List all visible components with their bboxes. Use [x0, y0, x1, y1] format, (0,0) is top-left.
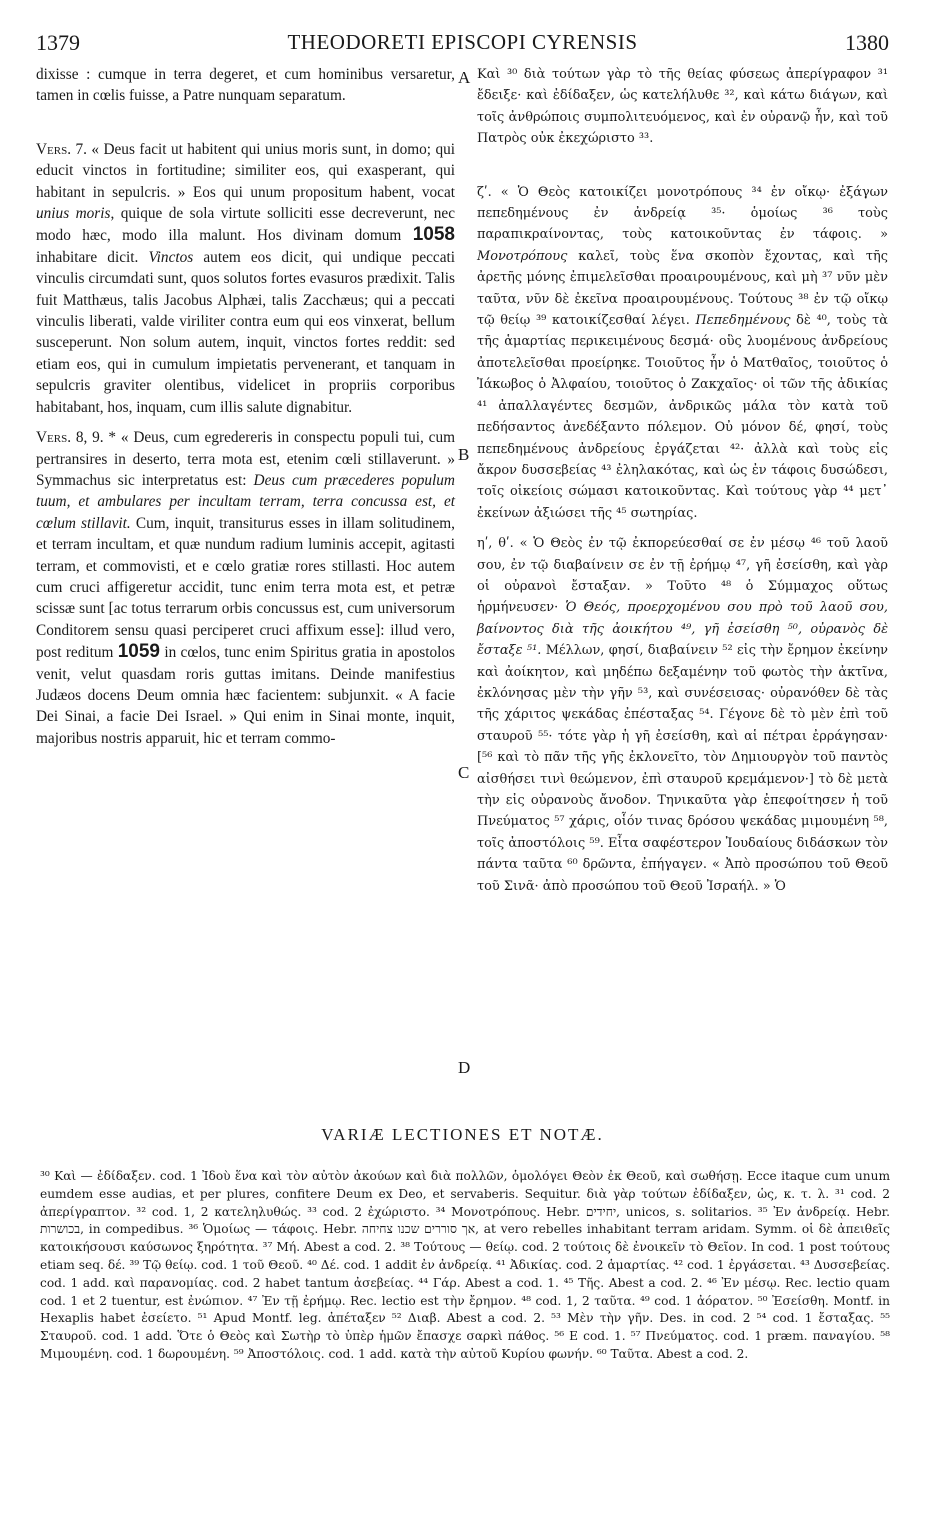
- column-number: 1059: [117, 641, 161, 663]
- section-marker-b: B: [458, 445, 470, 464]
- column-number: 1058: [412, 224, 456, 246]
- page-header: [36, 30, 889, 64]
- latin-paragraph: dixisse : cumque in terra degeret, et cum hominibus versaretur, tamen in cœlis fuisse, a Patre nunquam separatum.: [36, 66, 455, 105]
- latin-paragraph: Vers. 7. « Deus facit ut habitent qui unius moris sunt, in domo; qui educit vinctos in fortitudine; similiter eos, qui exasperant, qui habitant in sepulcris. » Eos qui unum propositum habent, vocat unius moris, quique de sola virtute solliciti esse decreverunt, nec modo hæc, modo illa malunt. Hos divinam domum 1058 inhabitare dicit. Vinctos autem eos dicit, qui undique peccati vinculis circumdati sunt, quos solutos fortes evasuros prædixit. Talis fuit Matthæus, talis Jacobus Alphæi, talis Zacchæus; qui a peccati vinculis liberati, valde viriliter contra eum qui eos vinxerat, bellum susceperunt. Non solum autem, inquit, vinctos fortes reddit: sed etiam eos, qui in cumulum impietatis pervenerant, et tanquam in sepulcris graviter olentibus, videlicet in propriis corporibus habitabant, hos, inquam, cum illis salute dignabitur.: [36, 140, 456, 416]
- verse-label: Vers. 7.: [36, 140, 87, 158]
- section-marker-a: A: [458, 68, 471, 87]
- critical-notes: ³⁰ Καὶ — ἐδίδαξεν. cod. 1 Ἰδοὺ ἕνα καὶ τὸν αὐτὸν ἀκούων καὶ διὰ πολλῶν, ὁμολόγει Θεὸν ἐκ Θεοῦ, καὶ σωθήσῃ. Ecce itaque cum unum eumdem esse audias, et per plures, confitere Deum ex Deo, et servaberis. Sequitur. διὰ γὰρ τούτων ἐδίδαξεν, ὡς, κ. τ. λ. ³¹ cod. 2 ἀπερίγραπτον. ³² cod. 1, 2 κατεληλυθώς. ³³ cod. 2 ἐχώριστο. ³⁴ Μονοτρόπους. Hebr. יחידים, unicos, s. solitarios. ³⁵ Ἐν ἀνδρείᾳ. Hebr. בכושרות, in compedibus. ³⁶ Ὁμοίως — τάφοις. Hebr. אך סוררים שכנו צחיחה, at vero rebelles inhabitant terram aridam. Symm. οἱ δὲ ἀπειθεῖς κατοικήσουσι καύσωνος ξηρότητα. ³⁷ Μή. Abest a cod. 2. ³⁸ Τούτους — θείῳ. cod. 2 τούτοις δὲ ἐνοικεῖν τὸ Θεῖον. In cod. 1 post τούτους etiam seq. δέ. ³⁹ Τῷ θείῳ. cod. 1 τοῦ Θεοῦ. ⁴⁰ Δέ. cod. 1 addit ἐν ἀνδρείᾳ. ⁴¹ Ἀδικίας. cod. 2 ἁμαρτίας. ⁴² cod. 1 ἐργάσεται. ⁴³ Δυσσεβείας. cod. 1 add. καὶ παρανομίας. cod. 2 habet tantum ἀσεβείας. ⁴⁴ Γάρ. Abest a cod. 1. ⁴⁵ Τῆς. Abest a cod. 2. ⁴⁶ Ἐν μέσῳ. Rec. lectio quam cod. 1 et 2 tuentur, est ἐνώπιον. ⁴⁷ Ἐν τῇ ἐρήμῳ. Rec. lectio est τὴν ἔρημον. ⁴⁸ cod. 1, 2 ταῦτα. ⁴⁹ cod. 1 ἀόρατον. ⁵⁰ Ἐσείσθη. Montf. in Hexaplis habet ἐσείετο. ⁵¹ Apud Montf. leg. ἀπέταξεν ⁵² Διαβ. Abest a cod. 2. ⁵³ Μὲν τὴν γῆν. Des. in cod. 2 ⁵⁴ cod. 1 ἔσταξας. ⁵⁵ Σταυροῦ. cod. 1 add. Ὅτε ὁ Θεὸς καὶ Σωτὴρ τὸ ὑπὲρ ἡμῶν ἔπασχε σαρκὶ πάθος. ⁵⁶ E cod. 1. ⁵⁷ Πνεύματος. cod. 1 præm. παναγίου. ⁵⁸ Μιμουμένη. cod. 1 δωρουμένη. ⁵⁹ Ἀποστόλοις. cod. 1 add. κατὰ τὴν αὐτοῦ Κυρίου φωνήν. ⁶⁰ Ταῦτα. Abest a cod. 2.: [40, 1169, 890, 1361]
- greek-paragraph: Καὶ ³⁰ διὰ τούτων γὰρ τὸ τῆς θείας φύσεως ἀπερίγραφον ³¹ ἔδειξε· καὶ ἐδίδαξεν, ὡς κατελήλυθε ³², καὶ κάτω διάγων, καὶ τοῖς ἀνθρώποις συμπολιτευόμενος, καὶ ἐν οὐρανῷ ἦν, καὶ τοῦ Πατρὸς οὐκ ἐκεχώριστο ³³.: [477, 67, 888, 147]
- greek-paragraph: ηʹ, θʹ. « Ὁ Θεὸς ἐν τῷ ἐκπορεύεσθαί σε ἐν μέσῳ ⁴⁶ τοῦ λαοῦ σου, ἐν τῷ διαβαίνειν σε ἐν τῇ ἐρήμῳ ⁴⁷, γῆ ἐσείσθη, καὶ γὰρ οἱ οὐρανοὶ ἔσταξαν. » Τοῦτο ⁴⁸ ὁ Σύμμαχος οὕτως ἡρμήνευσεν· Ὁ Θεός, προερχομένου σου πρὸ τοῦ λαοῦ σου, βαίνοντος διὰ τῆς ἀοικήτου ⁴⁹, γῆ ἐσείσθη ⁵⁰, οὐρανὸς δὲ ἔσταξε ⁵¹. Μέλλων, φησί, διαβαίνειν ⁵² εἰς τὴν ἔρημον ἐκείνην καὶ ἀοίκητον, καὶ μηδέπω δεξαμένην τοῦ φωτὸς τὴν ἀκτῖνα, ἐκλόνησας μὲν τὴν γῆν ⁵³, καὶ συνέσεισας· οὐρανόθεν δὲ τὰς τῆς χάριτος ψεκάδας ἐπέσταξας ⁵⁴. Γέγονε δὲ τὸ μὲν ἐπὶ τοῦ σταυροῦ ⁵⁵· τότε γὰρ ἡ γῆ ἐσείσθη, καὶ αἱ πέτραι ἐρράγησαν· [⁵⁶ καὶ τὸ πᾶν τῆς γῆς ἐκλονεῖτο, τὸν Δημιουργὸν τοῦ παντὸς αἰσθήσει τινὶ θεώμενον, ἐπὶ σταυροῦ κρεμάμενον·] τὸ δὲ μετὰ τὴν εἰς οὐρανοὺς ἄνοδον. Τηνικαῦτα γὰρ ἐπεφοίτησεν ἡ τοῦ Πνεύματος ⁵⁷ χάρις, οἷόν τινας δρόσου ψεκάδας μιμουμένη ⁵⁸, τοῖς ἀποστόλοις ⁵⁹. Εἶτα σαφέστερον Ἰουδαίους διδάσκων τὸν πάντα ταῦτα ⁶⁰ δρῶντα, ἐπήγαγεν. « Ἀπὸ προσώπου τοῦ Θεοῦ τοῦ Σινᾶ· ἀπὸ προσώπου τοῦ Θεοῦ Ἰσραήλ. » Ὁ: [477, 536, 888, 894]
- notes-heading: VARIÆ LECTIONES ET NOTÆ.: [321, 1125, 604, 1144]
- greek-column: [477, 64, 888, 897]
- page-number-left: 1379: [36, 30, 80, 55]
- latin-column: [36, 64, 455, 749]
- running-title: THEODORETI EPISCOPI CYRENSIS: [287, 30, 638, 54]
- latin-paragraph: Vers. 8, 9. * « Deus, cum egredereris in conspectu populi tui, cum pertransires in deserto, terra mota est, etenim cœli stillaverunt. » Symmachus sic interpretatus est: Deus cum præcederes populum tuum, et ambulares per incultam terram, terra concussa est, et cœlum stillavit. Cum, inquit, transiturus esses in illam solitudinem, et terram incultam, et quæ nundum radium luminis accepit, agitasti terram, et commovisti, et e cœlo gratiæ rores stillasti. Hoc autem cum cruci affigeretur accidit, tunc enim terra mota est, et petræ scissæ sunt [ac totus terrarum orbis concussus est, cum universorum Conditorem sensu quasi perciperet cruci affixum esse]: illud vero, post reditum 1059 in cœlos, tunc enim Spiritus gratia in apostolos venit, velut quasdam roris guttas imitans. Deinde manifestius Judæos docens Deum omnia hæc facientem: subjunxit. « A facie Dei Sinai, a facie Dei Israel. » Qui enim in Sinai monte, inquit, majoribus nostris apparuit, hic et terram commo-: [36, 429, 456, 747]
- section-marker-c: C: [458, 763, 470, 782]
- verse-label: Vers. 8, 9.: [36, 429, 104, 447]
- greek-paragraph: ζʹ. « Ὁ Θεὸς κατοικίζει μονοτρόπους ³⁴ ἐν οἴκῳ· ἐξάγων πεπεδημένους ἐν ἀνδρείᾳ ³⁵· ὁμοίως ³⁶ τοὺς παραπικραίνοντας, τοὺς κατοικοῦντας ἐν τάφοις. » Μονοτρόπους καλεῖ, τοὺς ἕνα σκοπὸν ἔχοντας, καὶ τῆς ἀρετῆς μόνης ἐπιμελεῖσθαι προαιρουμένους, καὶ μὴ ³⁷ νῦν μὲν ταῦτα, νῦν δὲ ἐκεῖνα προαιρουμένους. Τούτους ³⁸ ἐν τῷ οἴκῳ τῷ θείῳ ³⁹ κατοικίζεσθαί λέγει. Πεπεδημένους δὲ ⁴⁰, τοὺς τὰ τῆς ἁμαρτίας περικειμένους δεσμά· οὓς λυομένους ἀνδρείους ἀποτελεῖσθαι προείρηκε. Τοιοῦτος ἦν ὁ Ματθαῖος, τοιοῦτος ὁ Ἰάκωβος ὁ Ἀλφαίου, τοιοῦτος ὁ Ζακχαῖος· οἱ τῶν τῆς ἀδικίας ⁴¹ ἀπαλλαγέντες δεσμῶν, ἀνδρικῶς μάλα τὸν κατὰ τοῦ πεδήσαντος ἀνεδέξαντο πόλεμον. Οὐ μόνον δέ, φησί, τοὺς πεπεδημένους ἀνδρείους ἐργάζεται ⁴²· ἀλλὰ καὶ τοὺς εἰς ἄκρον δυσσεβείας ⁴³ ἐληλακότας, καὶ ὡς ἐν τάφοις δυσώδεσι, τοῖς οἰκείοις σώμασι κατοικοῦντας. Καὶ τούτους γὰρ ⁴⁴ μετ᾽ ἐκείνων ἀξιώσει τῆς ⁴⁵ σωτηρίας.: [477, 184, 888, 521]
- section-marker-d: D: [458, 1058, 471, 1077]
- page-number-right: 1380: [845, 30, 889, 55]
